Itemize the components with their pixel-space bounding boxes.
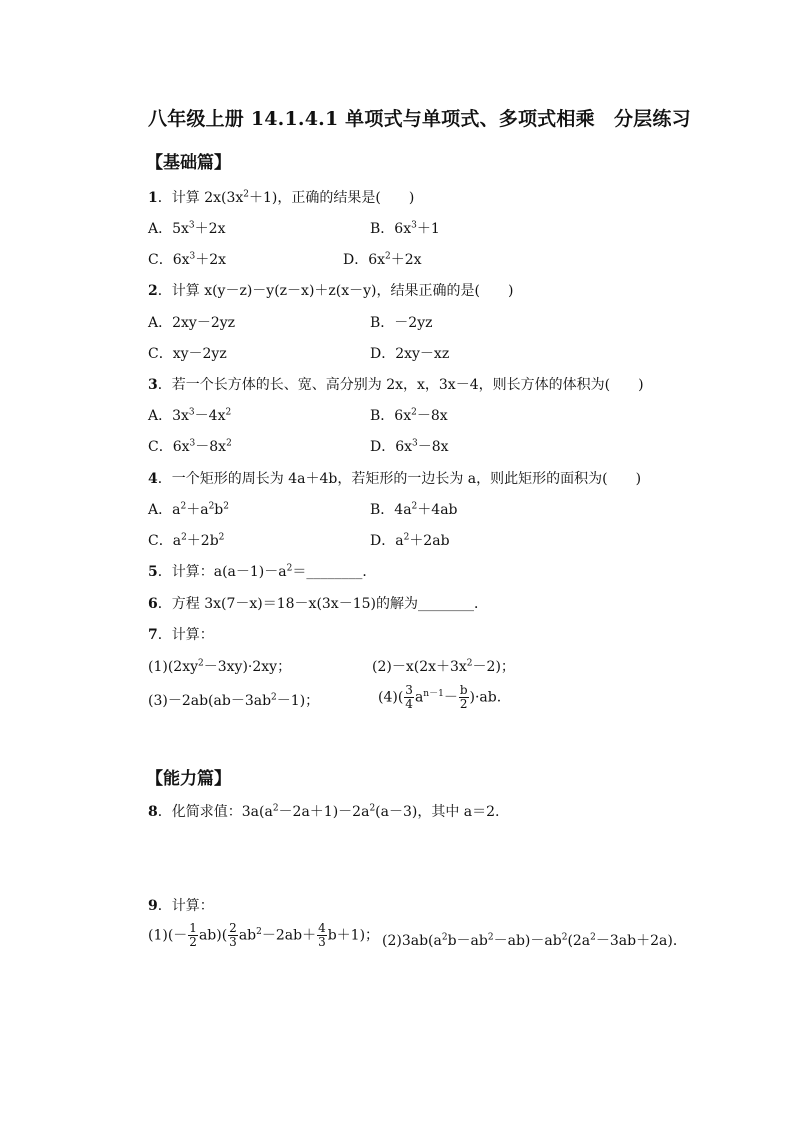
q9-part-2: $(2)3ab(a^2b-ab^2-ab)-ab^2(2a^2-3ab+2a)$． [382,932,687,949]
q1-option-b[interactable]: B．$6x^3+1$ [370,220,440,237]
question-1: 1．计算 $2x(3x^2+1)$，正确的结果是( ) [148,189,415,206]
q7-part-3: $(3)-2ab(ab-3ab^2-1)$； [148,692,320,709]
fraction: $\frac{1}{2}$ [189,921,197,949]
section-ability-heading: 【能力篇】 [146,769,231,789]
q2-option-d[interactable]: D．2xy－xz [370,346,450,362]
question-5: 5．计算：$a(a-1)-a^2=\_\_\_\_\_\_\_\_$． [148,563,377,580]
question-2: 2．计算 x(y－z)－y(z－x)＋z(x－y)，结果正确的是( ) [148,283,514,299]
q2-option-c[interactable]: C．xy－2yz [148,346,227,362]
q3-option-c[interactable]: C．$6x^3-8x^2$ [148,438,232,455]
q4-option-c[interactable]: C．$a^2+2b^2$ [148,532,225,549]
fraction: $\frac{3}{4}$ [405,683,413,711]
q2-option-b[interactable]: B．－2yz [370,315,433,331]
q3-option-b[interactable]: B．$6x^2-8x$ [370,407,448,424]
q7-part-1: $(1)(2xy^2-3xy)\cdot 2xy$； [148,658,292,675]
q4-option-a[interactable]: A．$a^2+a^2b^2$ [148,501,229,518]
q4-option-d[interactable]: D．$a^2+2ab$ [370,532,450,549]
question-8: 8．化简求值：$3a(a^2-2a+1)-2a^2(a-3)$，其中 a＝2. [148,803,500,820]
q7-part-2: $(2)-x(2x+3x^2-2)$； [372,658,515,675]
q4-option-b[interactable]: B．$4a^2+4ab$ [370,501,458,518]
fraction: $\frac{4}{3}$ [318,921,326,949]
q1-option-a[interactable]: A．$5x^3+2x$ [148,220,226,237]
fraction: $\frac{2}{3}$ [229,921,237,949]
question-9: 9．计算： [148,898,214,914]
q3-option-a[interactable]: A．$3x^3-4x^2$ [148,407,232,424]
page-title: 八年级上册 14.1.4.1 单项式与单项式、多项式相乘 分层练习 [148,108,691,130]
question-3: 3．若一个长方体的长、宽、高分别为 2x，x，3x－4，则长方体的体积为( ) [148,377,644,393]
question-number: 1 [148,190,158,206]
q9-part-1: (1)(－ $\frac{1}{2}$ ab)( $\frac{2}{3}$ $ab^2-2ab+$ $\frac{4}{3}$ b＋1)； [148,921,380,949]
q1-option-d[interactable]: D．$6x^2+2x$ [343,251,422,268]
q3-option-d[interactable]: D．$6x^3-8x$ [370,438,449,455]
q2-option-a[interactable]: A．2xy－2yz [148,315,236,331]
question-7: 7．计算： [148,627,214,643]
q1-option-c[interactable]: C．$6x^3+2x$ [148,251,227,268]
fraction: $\frac{b}{2}$ [459,683,468,711]
question-4: 4．一个矩形的周长为 4a＋4b，若矩形的一边长为 a，则此矩形的面积为( ) [148,471,642,487]
section-basic-heading: 【基础篇】 [146,153,231,173]
question-6: 6．方程 3x(7－x)＝18－x(3x－15)的解为________． [148,596,488,612]
q7-part-4: (4)( $\frac{3}{4}$ $a^{n-1}-$ $\frac{b}{2}$ )·ab. [378,683,502,711]
